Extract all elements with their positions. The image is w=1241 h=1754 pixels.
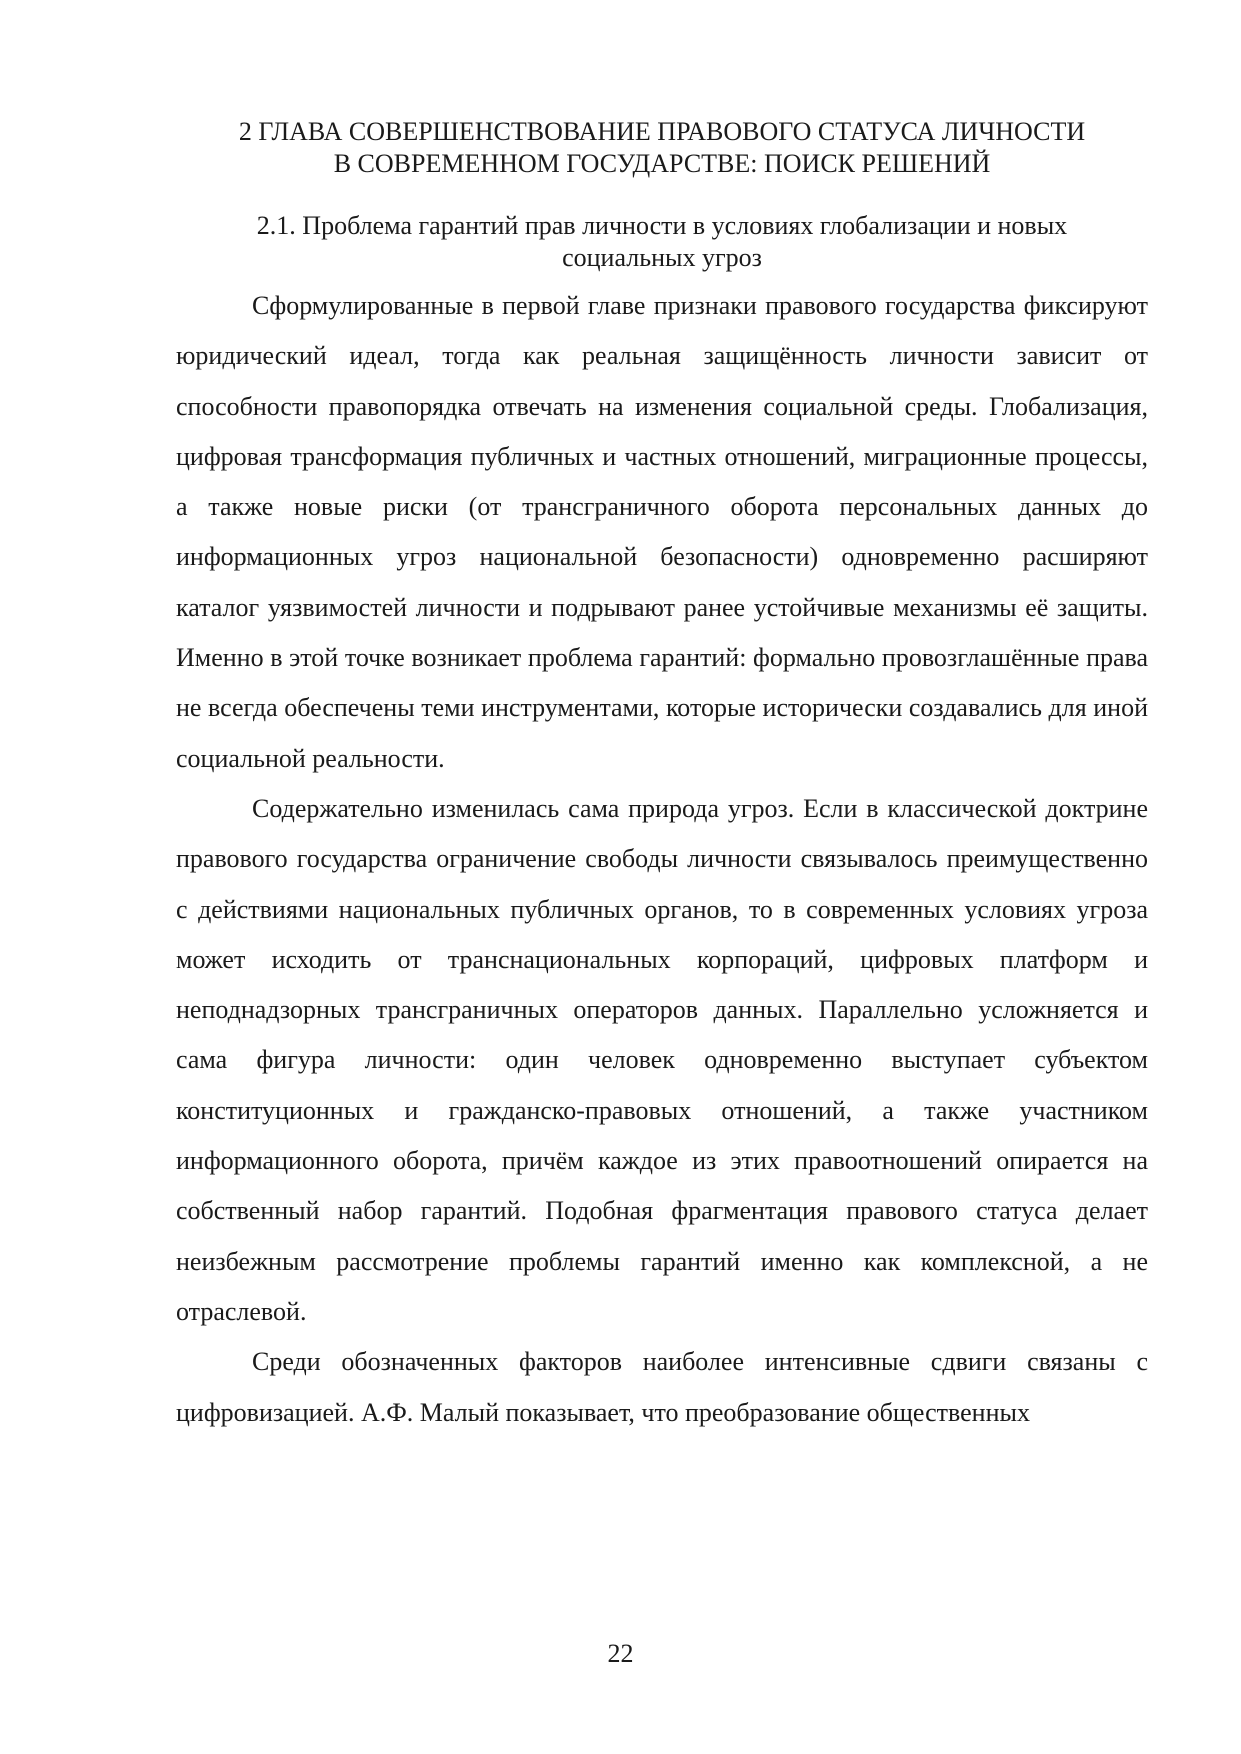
chapter-title (176, 116, 1148, 180)
chapter-title-line-2: В СОВРЕМЕННОМ ГОСУДАРСТВЕ: ПОИСК РЕШЕНИЙ (333, 149, 991, 178)
body-text (176, 281, 1148, 1438)
paragraph-3: Среди обозначенных факторов наиболее интенсивные сдвиги связаны с цифровизацией. А.Ф. Малый показывает, что преобразование общественных (176, 1347, 1148, 1427)
paragraph-1: Сформулированные в первой главе признаки правового государства фиксируют юридический идеал, тогда как реальная защищённость личности зависит от способности правопорядка отвечать на изменения социальной среды. Глобализация, цифровая трансформация публичных и частных отношений, миграционные процессы, а также новые риски (от трансграничного оборота персональных данных до информационных угроз национальной безопасности) одновременно расширяют каталог уязвимостей личности и подрывают ранее устойчивые механизмы её защиты. Именно в этой точке возникает проблема гарантий: формально провозглашённые права не всегда обеспечены теми инструментами, которые исторически создавались для иной социальной реальности. (176, 291, 1148, 773)
section-title (176, 210, 1148, 274)
paragraph-2: Содержательно изменилась сама природа угроз. Если в классической доктрине правового государства ограничение свободы личности связывалось преимущественно с действиями национальных публичных органов, то в современных условиях угроза может исходить от транснациональных корпораций, цифровых платформ и неподнадзорных трансграничных операторов данных. Параллельно усложняется и сама фигура личности: один человек одновременно выступает субъектом конституционных и гражданско-правовых отношений, а также участником информационного оборота, причём каждое из этих правоотношений опирается на собственный набор гарантий. Подобная фрагментация правового статуса делает неизбежным рассмотрение проблемы гарантий именно как комплексной, а не отраслевой. (176, 793, 1148, 1326)
section-title-line-1: 2.1. Проблема гарантий прав личности в условиях глобализации и новых (256, 211, 1068, 240)
page-number: 22 (607, 1639, 634, 1668)
chapter-title-line-1: 2 ГЛАВА СОВЕРШЕНСТВОВАНИЕ ПРАВОВОГО СТАТУСА ЛИЧНОСТИ (238, 117, 1086, 146)
section-title-line-2: социальных угроз (562, 243, 762, 272)
